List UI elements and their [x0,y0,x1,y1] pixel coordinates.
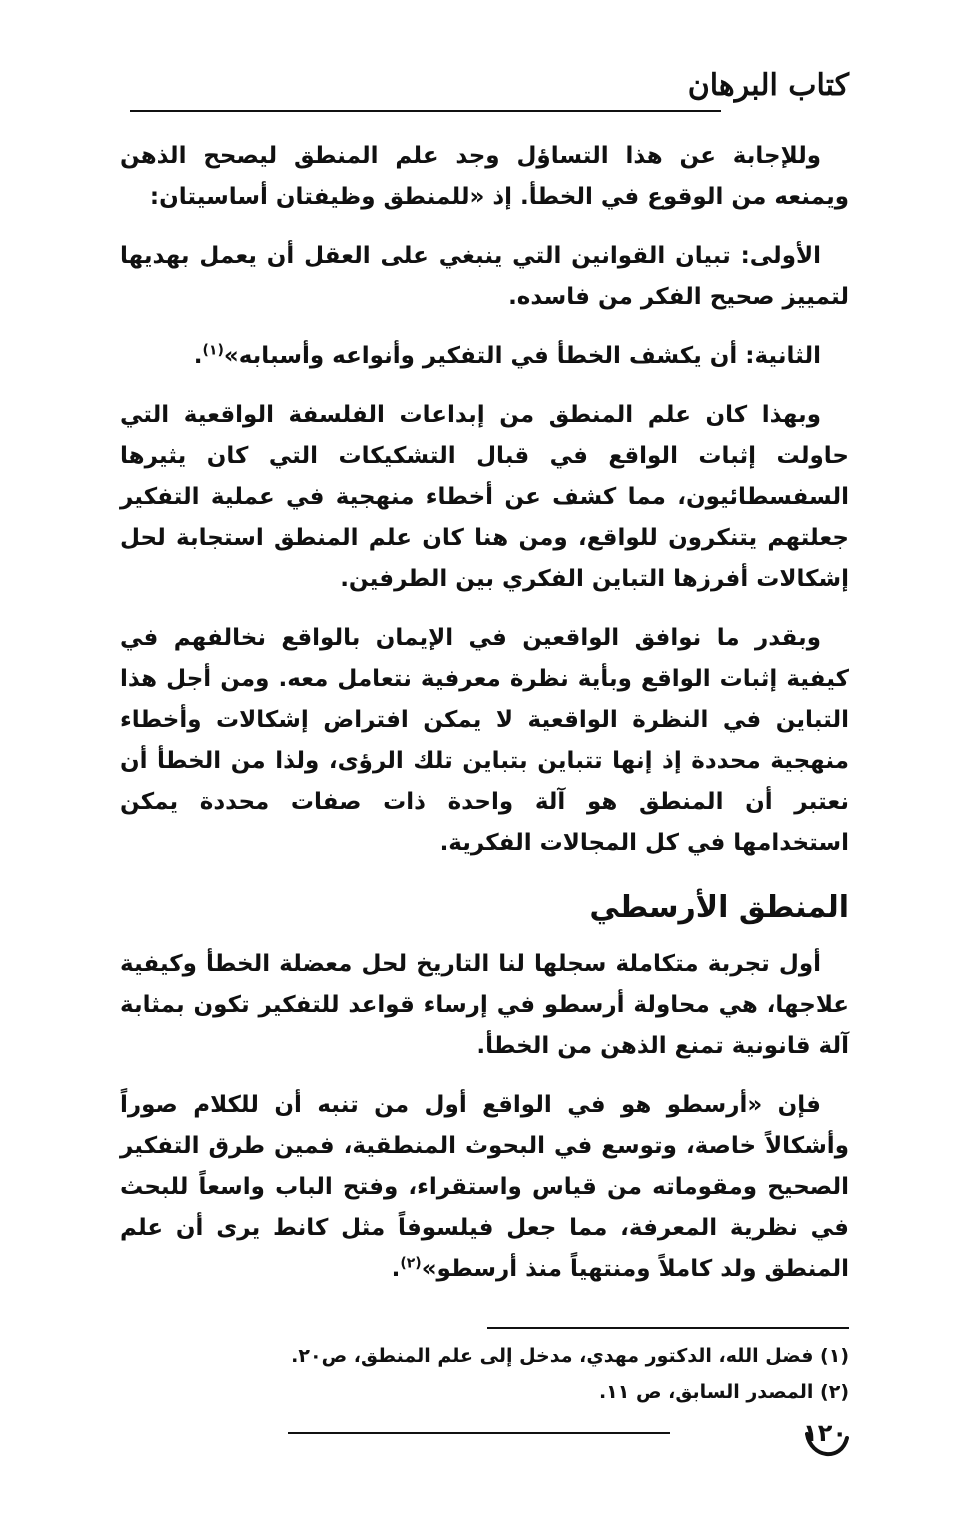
paragraph [120,1085,849,1290]
page-number: ١٢٠ [803,1419,847,1447]
book-title: كتاب البرهان [687,68,849,103]
footnote: (١) فضل الله، الدكتور مهدي، مدخل إلى علم المنطق، ص٢٠. [291,1345,849,1367]
paragraph-text: فإن «أرسطو هو في الواقع أول من تنبه أن للكلام صوراً وأشكالاً خاصة، وتوسع في البحوث المنطقية، فمين طرق التفكير الصحيح ومقوماته من قياس واستقراء، وفتح الباب واسعاً للبحث في نظرية المعرفة، مما جعل فيلسوفاً مثل كانط يرى أن علم المنطق ولد كاملاً ومنتهياً منذ أرسطو» [120,1092,849,1282]
paragraph: وبهذا كان علم المنطق من إبداعات الفلسفة الواقعية التي حاولت إثبات الواقع في قبال التشكيكات التي كان يثيرها السفسطائيون، مما كشف عن أخطاء منهجية في عملية التفكير جعلتهم يتنكرون للواقع، ومن هنا كان علم المنطق استجابة لحل إشكالات أفرزها التباين الفكري بين الطرفين. [120,402,849,592]
footer-rule [288,1432,670,1434]
section-heading: المنطق الأرسطي [589,890,849,925]
paragraph-text: الثانية: أن يكشف الخطأ في التفكير وأنواعه وأسبابه» [223,343,821,369]
running-header [130,66,849,116]
header-rule [130,110,721,112]
paragraph: أول تجربة متكاملة سجلها لنا التاريخ لحل معضلة الخطأ وكيفية علاجها، هي محاولة أرسطو في إرساء قواعد للتفكير تكون بمثابة آلة قانونية تمنع الذهن من الخطأ. [120,951,849,1059]
paragraph: وبقدر ما نوافق الواقعين في الإيمان بالواقع نخالفهم في كيفية إثبات الواقع وبأية نظرة معرفية نتعامل معه. ومن أجل هذا التباين في النظرة الواقعية لا يمكن افتراض إشكالات وأخطاء منهجية محددة إذ إنها تتباين بتباين تلك الرؤى، ولذا من الخطأ أن نعتبر أن المنطق هو آلة واحدة ذات صفات محددة يمكن استخدامها في كل المجالات الفكرية. [120,625,849,856]
paragraph: الأولى: تبيان القوانين التي ينبغي على العقل أن يعمل بهديها لتمييز صحيح الفكر من فاسده. [120,243,849,310]
footnote: (٢) المصدر السابق، ص ١١. [598,1381,849,1403]
page-body [120,136,849,1308]
paragraph [120,336,849,377]
page-number-ornament [803,1428,851,1464]
footnote-ref[interactable]: (١) [202,342,224,359]
punctuation: . [391,1256,401,1282]
footnotes [120,1338,849,1410]
footnote-separator [487,1327,849,1329]
paragraph: وللإجابة عن هذا التساؤل وجد علم المنطق ليصحح الذهن ويمنعه من الوقوع في الخطأ. إذ «للمنطق وظيفتان أساسيتان: [120,143,849,210]
punctuation: . [193,343,203,369]
footnote-ref[interactable]: (٢) [400,1255,422,1272]
